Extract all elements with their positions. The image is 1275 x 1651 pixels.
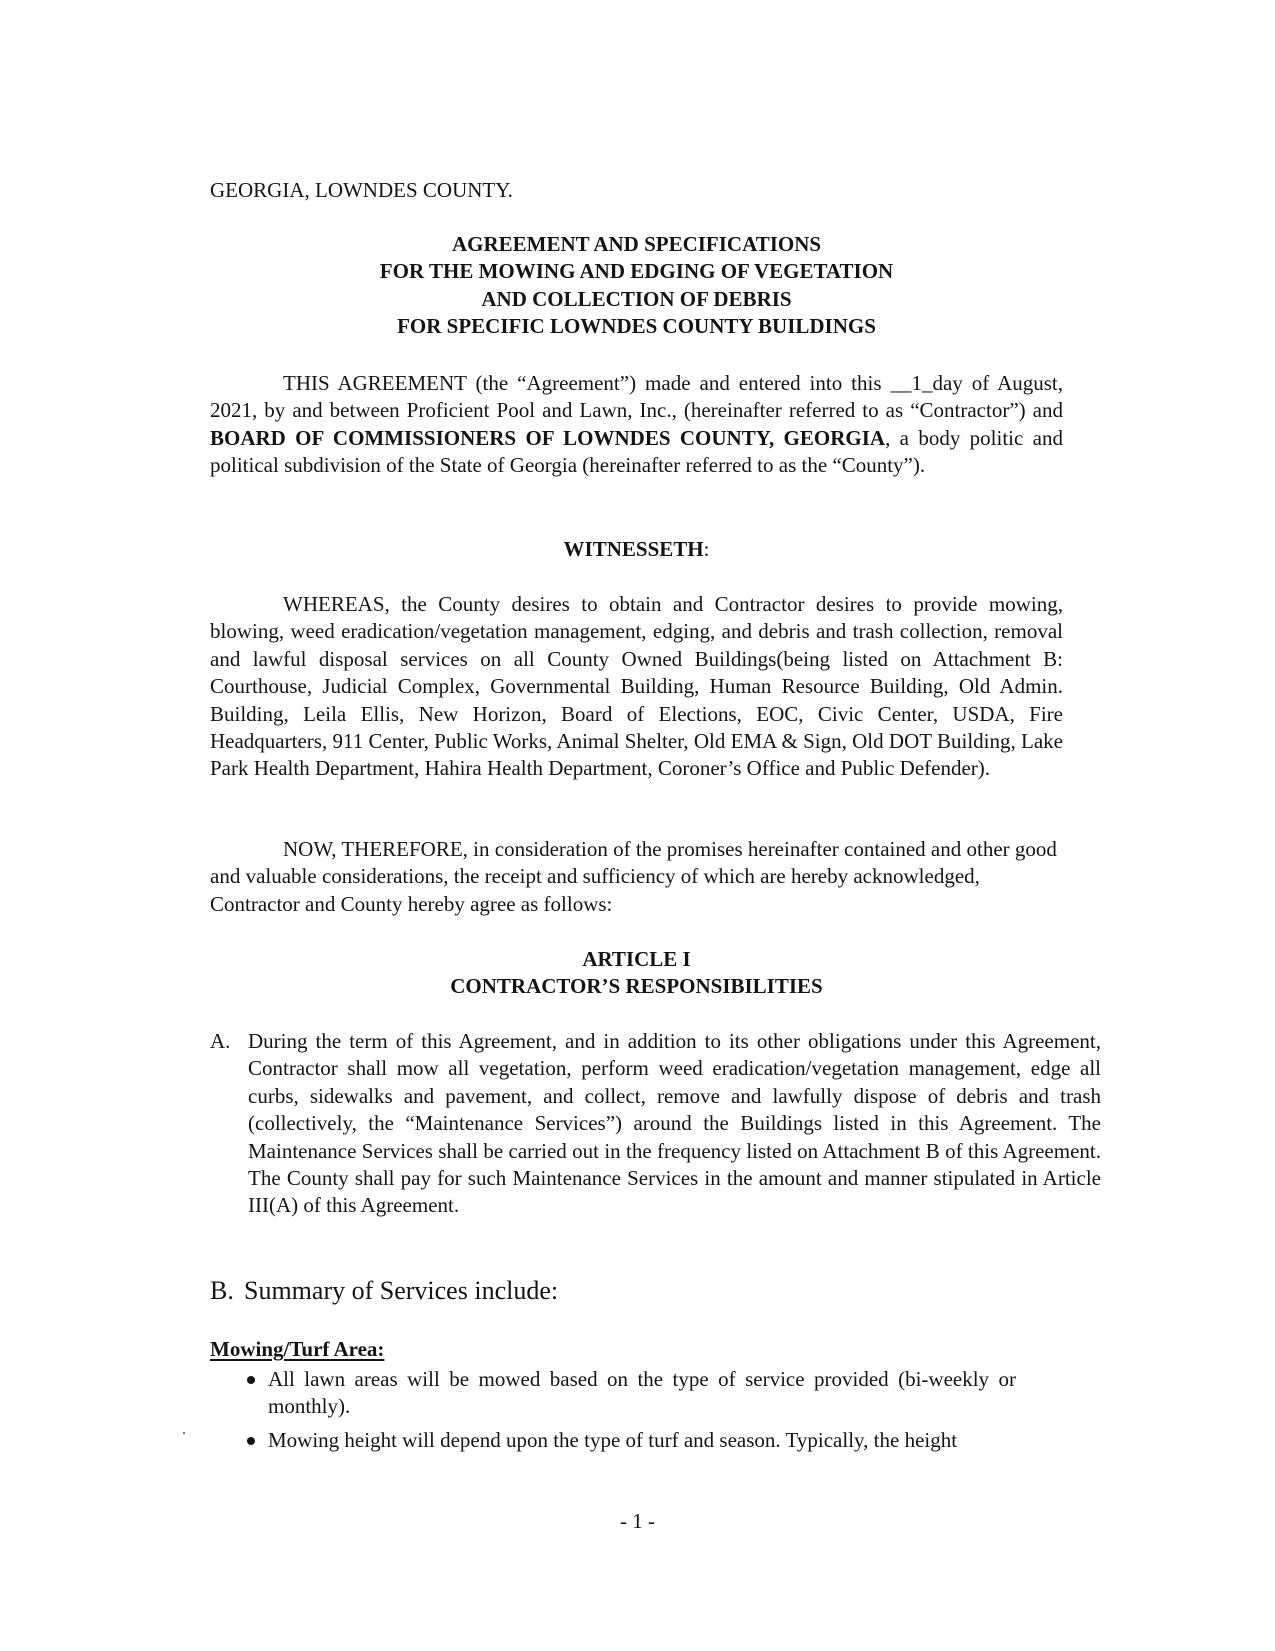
bullet-icon	[247, 1437, 255, 1445]
title-line: AGREEMENT AND SPECIFICATIONS	[451, 232, 822, 256]
section-a-label: A.	[210, 1029, 231, 1053]
title-line: FOR SPECIFIC LOWNDES COUNTY BUILDINGS	[397, 314, 876, 339]
witnesseth-label: WITNESSETH	[563, 537, 704, 561]
section-a-paragraph	[210, 1028, 1101, 1220]
bullet-icon	[247, 1376, 255, 1384]
witnesseth-heading	[210, 536, 1063, 563]
bullet-text: Mowing height will depend upon the type of turf and season. Typically, the height	[268, 1427, 958, 1452]
article-heading	[210, 946, 1063, 1001]
jurisdiction-line: GEORGIA, LOWNDES COUNTY.	[210, 178, 513, 202]
intro-text-1: THIS AGREEMENT (the “Agreement”) made and entered into this __1_day of August, 2021, by and between Proficient Pool and Lawn, Inc., (hereinafter referred to as “Contractor”) and	[210, 371, 1063, 423]
section-b-label: B.	[210, 1276, 234, 1305]
section-b-text: Summary of Services include:	[244, 1276, 559, 1305]
page-number: - 1 -	[620, 1509, 655, 1533]
title-line: FOR THE MOWING AND EDGING OF VEGETATION	[379, 259, 894, 284]
section-b-heading	[210, 1275, 1063, 1307]
list-item	[210, 1427, 1016, 1454]
intro-party-county: BOARD OF COMMISSIONERS OF LOWNDES COUNTY, GEORGIA	[210, 425, 886, 450]
section-a-text: During the term of this Agreement, and in addition to its other obligations under this Agreement, Contractor shall mow all vegetation, perform weed eradication/vegetation management, edge all curbs, sidewalks and pavement, and collect, remove and lawfully dispose of debris and trash (collectively, the “Maintenance Services”) around the Buildings listed in this Agreement. The Maintenance Services shall be carried out in the frequency listed on Attachment B of this Agreement. The County shall pay for such Maintenance Services in the amount and manner stipulated in Article III(A) of this Agreement.	[248, 1029, 1101, 1218]
document-title	[210, 231, 1063, 341]
mowing-bullet-list	[210, 1366, 1016, 1454]
intro-paragraph	[210, 370, 1063, 480]
article-number: ARTICLE I	[582, 947, 691, 971]
intro-text-2: , a body politic and political subdivision of the State of Georgia (hereinafter referred to as the “County”).	[210, 425, 1063, 478]
now-therefore-paragraph: NOW, THEREFORE, in consideration of the promises hereinafter contained and other good and valuable considerations, the receipt and sufficiency of which are hereby acknowledged, Contractor and County hereby agree as follows:	[210, 837, 1057, 916]
witnesseth-colon: :	[703, 537, 710, 561]
mowing-heading: Mowing/Turf Area:	[210, 1337, 385, 1361]
article-title: CONTRACTOR’S RESPONSIBILITIES	[450, 974, 823, 999]
whereas-paragraph: WHEREAS, the County desires to obtain and Contractor desires to provide mowing, blowing, weed eradication/vegetation management, edging, and debris and trash collection, removal and lawful disposal services on all County Owned Buildings(being listed on Attachment B: Courthouse, Judicial Complex, Governmental Building, Human Resource Building, Old Admin. Building, Leila Ellis, New Horizon, Board of Elections, EOC, Civic Center, USDA, Fire Headquarters, 911 Center, Public Works, Animal Shelter, Old EMA & Sign, Old DOT Building, Lake Park Health Department, Hahira Health Department, Coroner’s Office and Public Defender).	[210, 592, 1063, 781]
bullet-text: All lawn areas will be mowed based on the type of service provided (bi-weekly or monthly).	[268, 1367, 1016, 1419]
scan-speck	[183, 1432, 185, 1434]
title-line: AND COLLECTION OF DEBRIS	[481, 286, 792, 311]
list-item	[210, 1366, 1016, 1421]
